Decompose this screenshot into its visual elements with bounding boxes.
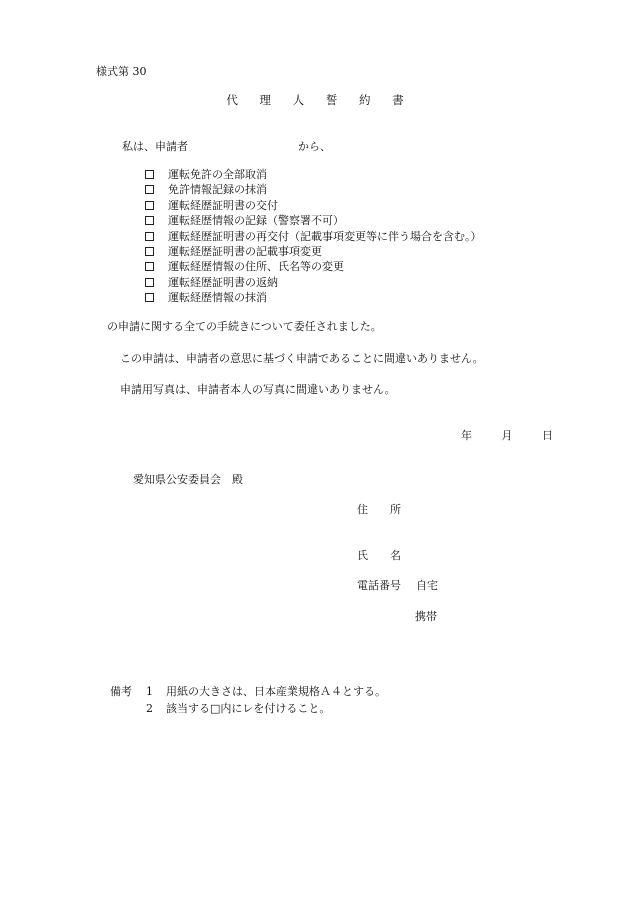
option-checkbox[interactable] <box>145 262 154 271</box>
option-checkbox[interactable] <box>145 216 154 225</box>
title-char: 理 <box>259 93 272 107</box>
option-label: 運転経歴情報の抹消 <box>168 291 267 305</box>
option-checkbox[interactable] <box>145 247 154 256</box>
option-label: 運転経歴証明書の返納 <box>168 275 278 289</box>
option-label: 運転経歴証明書の再交付（記載事項変更等に伴う場合を含む。） <box>168 229 482 243</box>
option-checkbox[interactable] <box>145 232 154 241</box>
intro-line <box>122 140 331 153</box>
option-label: 運転経歴証明書の交付 <box>168 198 278 212</box>
name-label-char: 氏 <box>357 549 368 562</box>
name-label-char: 名 <box>390 549 401 562</box>
phone-label: 電話番号 <box>357 579 401 592</box>
option-item <box>145 292 482 307</box>
delegation-text: の申請に関する全ての手続きについて委任されました。 <box>107 320 382 333</box>
option-checkbox[interactable] <box>145 201 154 210</box>
note-item <box>110 686 386 703</box>
note-item <box>110 703 386 720</box>
date-line <box>461 430 553 441</box>
title-char: 書 <box>392 93 404 107</box>
intro-prefix: 私は、申請者 <box>122 140 188 153</box>
phone-home-label: 自宅 <box>416 579 438 592</box>
intro-suffix: から、 <box>298 140 331 153</box>
form-number: 様式第 30 <box>96 65 147 78</box>
option-item <box>145 277 482 292</box>
option-label: 運転経歴証明書の記載事項変更 <box>168 244 322 258</box>
option-label: 運転免許の全部取消 <box>168 168 267 181</box>
notes-heading: 備考 <box>110 685 132 698</box>
date-year-label: 年 <box>461 429 472 442</box>
option-item <box>145 200 482 215</box>
note-number: 1 <box>146 685 153 698</box>
option-item <box>145 261 482 276</box>
phone-mobile-label: 携帯 <box>415 610 437 623</box>
option-checkbox[interactable] <box>145 293 154 302</box>
date-day-label: 日 <box>542 429 553 442</box>
option-checkbox[interactable] <box>145 278 154 287</box>
phone-line <box>357 580 438 591</box>
option-label: 運転経歴情報の住所、氏名等の変更 <box>168 260 344 274</box>
statement-intent: この申請は、申請者の意思に基づく申請であることに間違いありません。 <box>120 352 484 365</box>
title-char: 誓 <box>325 93 338 107</box>
statement-photo: 申請用写真は、申請者本人の写真に間違いありません。 <box>120 383 396 396</box>
option-label: 運転経歴情報の記録（警察署不可） <box>168 214 344 228</box>
addressee: 愛知県公安委員会 殿 <box>133 473 243 486</box>
document-title <box>0 95 630 107</box>
name-label <box>357 550 401 561</box>
option-item <box>145 184 482 199</box>
option-item <box>145 215 482 230</box>
note-number: 2 <box>146 702 153 715</box>
address-label <box>357 504 401 515</box>
title-char: 人 <box>292 93 305 107</box>
address-label-char: 住 <box>357 503 368 516</box>
title-char: 約 <box>358 93 371 107</box>
address-label-char: 所 <box>390 503 401 516</box>
title-char: 代 <box>226 93 238 107</box>
option-item <box>145 231 482 246</box>
option-checkbox[interactable] <box>145 170 154 179</box>
option-checkbox[interactable] <box>145 185 154 194</box>
note-text: 用紙の大きさは、日本産業規格Ａ４とする。 <box>166 685 386 698</box>
notes-section <box>110 686 386 720</box>
note-text: 該当する□内にレを付けること。 <box>166 702 331 715</box>
date-month-label: 月 <box>501 429 513 442</box>
procedure-options <box>145 169 482 308</box>
option-label: 免許情報記録の抹消 <box>168 183 267 197</box>
